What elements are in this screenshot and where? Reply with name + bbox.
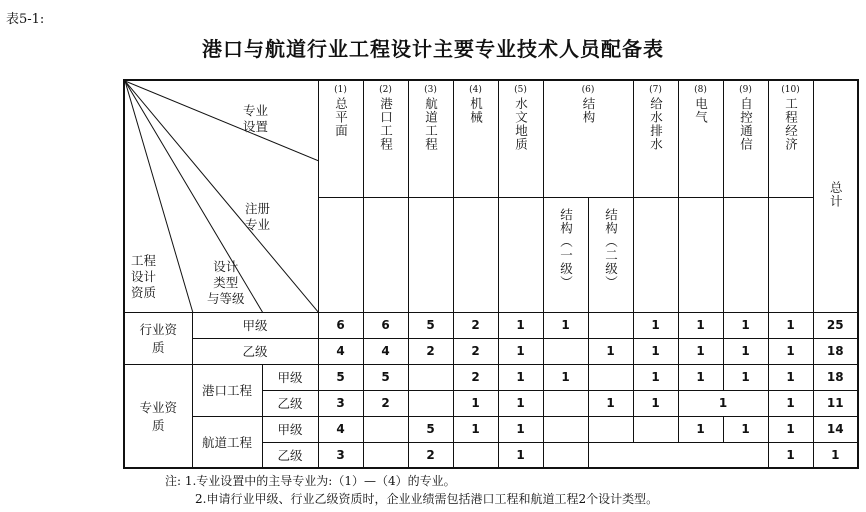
header-label: 自控通信: [738, 97, 754, 151]
table-cell: 1: [678, 390, 768, 416]
specialty-header-6: [543, 80, 633, 197]
header-label: 结构（二级）: [603, 207, 619, 289]
corner-diagonal-cell: [124, 80, 318, 312]
table-cell: 1: [498, 390, 543, 416]
table-cell: [588, 364, 633, 390]
specialty-index: (5): [514, 85, 527, 95]
table-cell: 25: [813, 312, 858, 338]
table-cell: 1: [678, 312, 723, 338]
table-cell: 3: [318, 442, 363, 468]
table-cell: 1: [768, 390, 813, 416]
header-label: 电气: [693, 97, 709, 124]
page-title: 港口与航道行业工程设计主要专业技术人员配备表: [202, 37, 664, 61]
table-cell: 1: [723, 416, 768, 442]
type-waterway: 航道工程: [192, 416, 262, 468]
specialty-index: (6): [581, 85, 595, 95]
table-cell: 1: [543, 312, 588, 338]
table-cell: 1: [588, 390, 633, 416]
table-cell: 1: [633, 338, 678, 364]
registered-structure-level1: [543, 197, 588, 312]
table-cell: 2: [453, 338, 498, 364]
table-cell: [543, 416, 588, 442]
registered-cell: [318, 197, 363, 312]
total-header: [813, 80, 858, 312]
header-label: 水文地质: [513, 97, 529, 151]
table-cell: 1: [453, 416, 498, 442]
table-cell: 1: [678, 416, 723, 442]
specialty-index: (1): [334, 85, 347, 95]
category-specialty: 专业资质: [124, 364, 192, 468]
table-cell: 5: [363, 364, 408, 390]
table-cell: [408, 364, 453, 390]
header-label: 工程经济: [783, 97, 799, 151]
table-cell: 1: [498, 338, 543, 364]
category-industry: 行业资质: [124, 312, 192, 364]
grade-a: 甲级: [262, 364, 318, 390]
registered-cell: [498, 197, 543, 312]
specialty-header-7: [633, 80, 678, 197]
specialty-header-1: [318, 80, 363, 197]
staffing-table: [123, 79, 857, 469]
table-cell: 1: [498, 312, 543, 338]
table-cell: [633, 416, 678, 442]
specialty-header-5: [498, 80, 543, 197]
table-cell: 1: [678, 364, 723, 390]
table-cell: 5: [408, 416, 453, 442]
note-1: 注: 1.专业设置中的主导专业为:（1）—（4）的专业。: [165, 474, 456, 488]
grade-a: 甲级: [192, 312, 318, 338]
table-cell: 5: [408, 312, 453, 338]
table-row: [124, 312, 858, 338]
table-cell: 1: [768, 416, 813, 442]
specialty-index: (3): [424, 85, 437, 95]
table-cell: 6: [318, 312, 363, 338]
table-cell: 4: [318, 338, 363, 364]
table-cell: 18: [813, 338, 858, 364]
table-cell: 2: [408, 442, 453, 468]
header-label: 总计: [828, 181, 844, 209]
specialty-header-9: [723, 80, 768, 197]
table-cell: 2: [408, 338, 453, 364]
footnotes: [165, 472, 658, 508]
registered-cell: [678, 197, 723, 312]
specialty-header-3: [408, 80, 453, 197]
type-port: 港口工程: [192, 364, 262, 416]
registered-structure-level2: [588, 197, 633, 312]
table-cell: 5: [318, 364, 363, 390]
specialty-index: (7): [649, 85, 662, 95]
table-cell: [363, 416, 408, 442]
registered-cell: [633, 197, 678, 312]
registered-cell: [768, 197, 813, 312]
registered-cell: [453, 197, 498, 312]
corner-label-qualification: 工程 设计 资质: [131, 253, 157, 300]
table-cell: 1: [723, 364, 768, 390]
corner-label-design-type: 设计 类型 与等级: [207, 259, 245, 306]
table-cell: [453, 442, 498, 468]
table-cell: 2: [453, 312, 498, 338]
table-cell: [363, 442, 408, 468]
table-cell: 6: [363, 312, 408, 338]
table-cell: 1: [543, 364, 588, 390]
specialty-header-2: [363, 80, 408, 197]
table-cell: 1: [588, 338, 633, 364]
header-label: 给水排水: [648, 97, 664, 151]
table-cell: 1: [498, 416, 543, 442]
table-row: [124, 416, 858, 442]
corner-label-specialty: 专业 设置: [243, 103, 269, 134]
table-cell: [588, 442, 768, 468]
table-cell: 3: [318, 390, 363, 416]
registered-cell: [363, 197, 408, 312]
table-cell: 4: [318, 416, 363, 442]
table-cell: 1: [678, 338, 723, 364]
table-cell: [543, 442, 588, 468]
specialty-header-10: [768, 80, 813, 197]
note-2: 2.申请行业甲级、行业乙级资质时，企业业绩需包括港口工程和航道工程2个设计类型。: [195, 492, 659, 506]
grade-b: 乙级: [262, 442, 318, 468]
table-cell: 18: [813, 364, 858, 390]
table-cell: [543, 390, 588, 416]
corner-label-registered: 注册 专业: [245, 201, 271, 232]
specialty-header-4: [453, 80, 498, 197]
table-cell: 11: [813, 390, 858, 416]
table-cell: 1: [723, 338, 768, 364]
table-cell: 1: [768, 442, 813, 468]
header-label: 机械: [468, 97, 484, 124]
table-cell: 1: [768, 364, 813, 390]
grade-b: 乙级: [192, 338, 318, 364]
grade-b: 乙级: [262, 390, 318, 416]
table-cell: [588, 312, 633, 338]
table-row: [124, 364, 858, 390]
header-label: 总平面: [333, 97, 349, 138]
specialty-index: (8): [694, 85, 707, 95]
table-row: [124, 338, 858, 364]
specialty-header-8: [678, 80, 723, 197]
table-cell: 1: [633, 390, 678, 416]
table-cell: 1: [723, 312, 768, 338]
table-cell: 1: [453, 390, 498, 416]
header-label: 结构（一级）: [558, 207, 574, 289]
specialty-index: (10): [781, 85, 800, 95]
header-label: 结构: [581, 97, 596, 124]
table-cell: 1: [498, 364, 543, 390]
table-cell: 2: [453, 364, 498, 390]
table-cell: 1: [813, 442, 858, 468]
header-label: 港口工程: [378, 97, 394, 151]
table-cell: 1: [498, 442, 543, 468]
table-cell: 2: [363, 390, 408, 416]
table-cell: 1: [633, 312, 678, 338]
grade-a: 甲级: [262, 416, 318, 442]
table-cell: 4: [363, 338, 408, 364]
table-cell: 14: [813, 416, 858, 442]
specialty-index: (4): [469, 85, 482, 95]
registered-cell: [408, 197, 453, 312]
specialty-index: (9): [739, 85, 752, 95]
table-cell: [408, 390, 453, 416]
table-number-label: 表5-1:: [6, 12, 45, 27]
table-cell: [588, 416, 633, 442]
header-label: 航道工程: [423, 97, 439, 151]
table-cell: 1: [768, 338, 813, 364]
table-cell: 1: [633, 364, 678, 390]
table-cell: 1: [768, 312, 813, 338]
table-cell: [543, 338, 588, 364]
specialty-index: (2): [379, 85, 392, 95]
registered-cell: [723, 197, 768, 312]
